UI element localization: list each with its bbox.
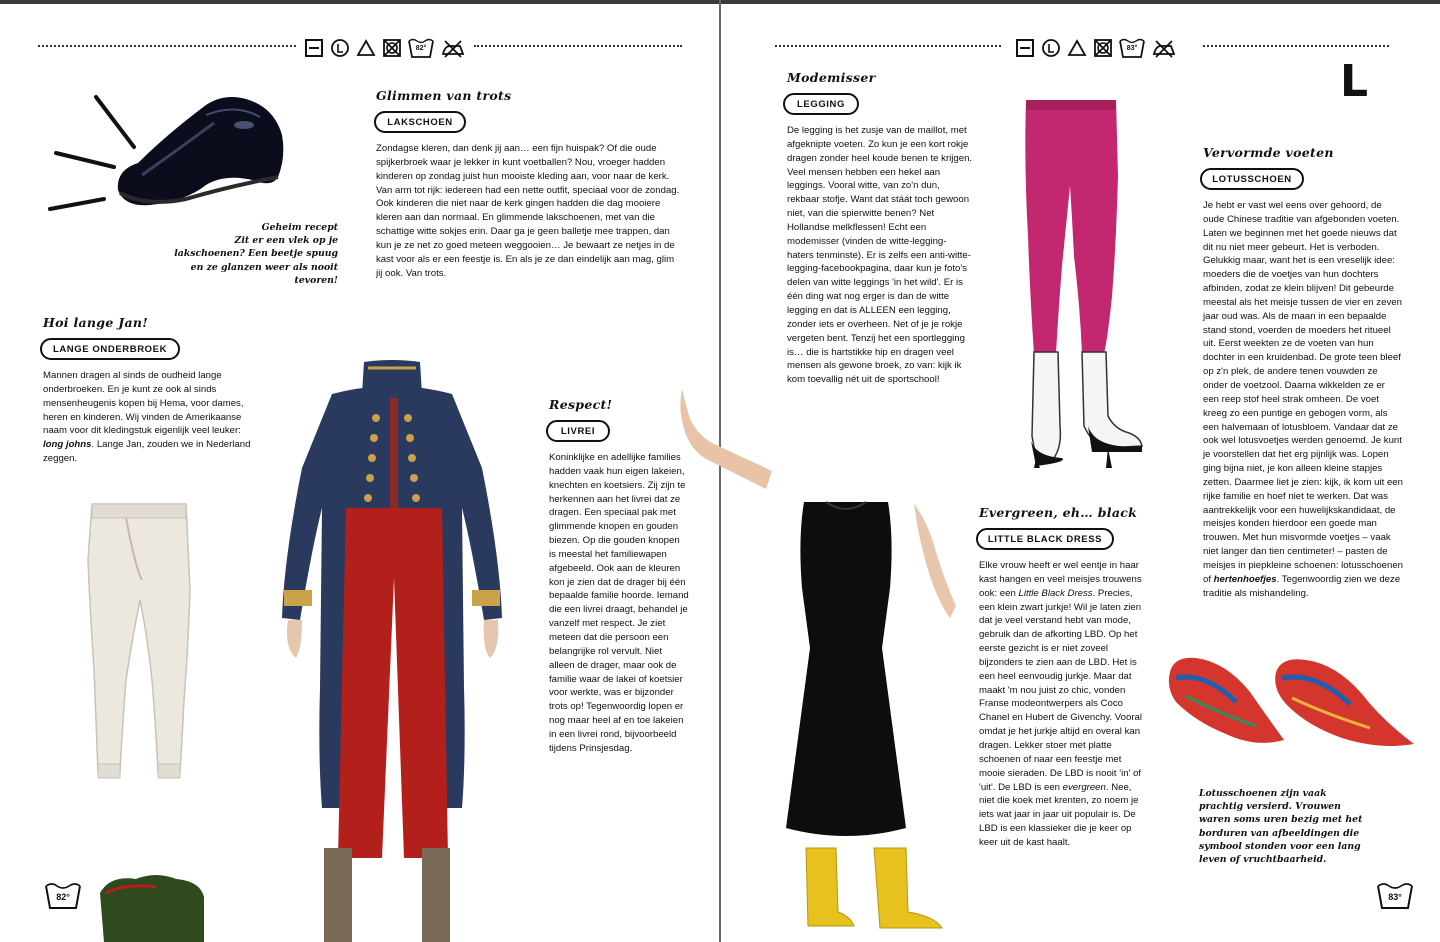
- letter-p-circle-icon: [330, 38, 350, 58]
- page-number-left-value: 82°: [56, 892, 70, 902]
- page-number-left: [44, 880, 82, 910]
- lakschoen-body: Zondagse kleren, dan denk jij aan… een fijn huispak? Of die oude spijkerbroek waar je lekker in kunt voetballen? Nou, vroeger hadden kinderen op zondag juist hun mooiste kleding aan, voor naar de kerk. Van arm tot rijk: iedereen had een nette outfit, speciaal voor de zondag. Ook kinderen die niet naar de kerk gingen hadden die dag mooiere kleren aan dan normaal. En glimmende lakschoenen, met van die schattige witte sokjes erin. Daar ga je geen balletje mee trappen, dan kun je ze net zo goed meteen weggooien… Je bewaart ze netjes in de kast voor als er een feestje is. En als je ze dan eindelijk aan mag, glim jij ook. Van trots.: [376, 143, 680, 279]
- onderbroek-body-em: long johns: [43, 439, 92, 451]
- tumble-dry-square-icon: [1015, 38, 1035, 58]
- lbd-body-em: Little Black Dress: [1018, 587, 1093, 599]
- livrei-heading: Respect!: [549, 397, 613, 412]
- legging-heading: Modemisser: [787, 70, 876, 85]
- lotus-body-text: . Tegenwoordig zien we deze traditie als mishandeling.: [1203, 573, 1401, 599]
- do-not-iron-icon: [1151, 38, 1177, 58]
- yellow-boots-illustration: [804, 846, 946, 934]
- long-johns-illustration: [86, 500, 192, 790]
- page-number-right-value: 83°: [1388, 892, 1402, 902]
- wash-temperature-value: 82°: [415, 45, 427, 52]
- lakschoen-caption: Geheim recept Zit er een vlek op je lakschoenen? Een beetje spuug en ze glanzen weer als nooit tevoren!: [174, 222, 338, 286]
- dotted-rule: [474, 45, 682, 47]
- livrei-illustration: [272, 358, 512, 942]
- lbd-pill: LITTLE BLACK DRESS: [976, 528, 1114, 550]
- legging-illustration: [1022, 96, 1146, 468]
- lbd-body-em: evergreen: [1062, 781, 1106, 793]
- livrei-body: Koninklijke en adellijke families hadden vaak hun eigen lakeien, knechten en koetsiers. Zij zijn te herkennen aan het livrei dat ze dragen. Een speciaal pak met glimmende knopen en gouden biezen. Op die gouden knopen is meestal het familiewapen afgebeeld. Ook aan de kleuren kon je zien dat de drager bij één bepaalde familie hoorde. Iemand die een livrei draagt, behandel je vanzelf met respect. Je ziet meteen dat die persoon een belangrijke rol vervult. Niet alleen de drager, maar ook de familie waar de lakei of koetsier voor werkte, was er bijzonder trots op! Tegenwoordig lopen er nog maar heel af en toe lakeien in een livrei rond, bijvoorbeeld tijdens Prinsjesdag.: [549, 452, 689, 754]
- onderbroek-heading: Hoi lange Jan!: [43, 315, 149, 330]
- do-not-iron-icon: [440, 38, 466, 58]
- arm-illustration: [912, 502, 962, 620]
- lakschoen-illustration: [46, 95, 306, 220]
- care-label-row: [1015, 36, 1177, 60]
- lotus-shoes-illustration: [1166, 652, 1418, 754]
- lotus-heading: Vervormde voeten: [1203, 145, 1334, 160]
- wash-temperature-icon: [1119, 37, 1145, 59]
- lotus-body-em: hertenhoefjes: [1213, 573, 1277, 585]
- do-not-tumble-icon: [1093, 38, 1113, 58]
- legging-pill: LEGGING: [783, 93, 859, 115]
- onderbroek-pill: LANGE ONDERBROEK: [40, 338, 180, 360]
- dotted-rule: [38, 45, 296, 47]
- rainboot-illustration: [96, 873, 206, 942]
- lotus-caption: Lotusschoenen zijn vaak prachtig versierd. Vrouwen waren soms uren bezig met het borduren van afbeeldingen die symbool stonden voor een lang leven of vruchtbaarheid.: [1199, 788, 1363, 866]
- dotted-rule: [1203, 45, 1389, 47]
- lbd-body-text: . Precies, een klein zwart jurkje! Wil je laten zien dat je veel verstand hebt van mode, gebruik dan de afkorting LBD. Op het eerste gezicht is er niet zoveel bijzonders te zien aan de LBD. Het is een heel eenvoudig jurkje. Maar dat maakt 'm nou juist zo chic, vonden Franse modeontwerpers als Coco Chanel en Hubert de Givenchy. Vooral omdat je het jurkje altijd en overal kan dragen. Lekker stoer met platte schoenen of naar een feestje met mooie sieraden. De LBD is nooit 'in' of 'uit'. De LBD is een: [979, 587, 1143, 793]
- tumble-dry-square-icon: [304, 38, 324, 58]
- lakschoen-heading: Glimmen van trots: [376, 88, 512, 103]
- wash-temperature-icon: [408, 37, 434, 59]
- wash-temperature-value: 83°: [1126, 45, 1138, 52]
- do-not-tumble-icon: [382, 38, 402, 58]
- lbd-heading: Evergreen, eh… black: [979, 505, 1138, 520]
- legging-body: De legging is het zusje van de maillot, met afgeknipte voeten. Zo kun je een kort rokje dragen zonder heel koude benen te krijgen. Veel mensen hebben een hekel aan leggings. Vooral witte, van zo'n dun, rekbaar stofje. Want dat stáát toch gewoon niet, van die spierwitte benen? Net Hollandse melkflessen! Echt een modemisser (vinden de witte-legging-haters tenminste). Er is zelfs een anti-witte-legging-facebookpagina, daar kun je foto's delen van witte leggings 'in het wild'. Er is één ding wat nog erger is dan de witte legging en dat is ALLEEN een legging, zonder iets er overheen. Net of je je rokje vergeten bent. Tenzij het een sportlegging is… die is hartstikke hip en dragen veel mensen als gewone broek, zo van: kijk ik kom toevallig nét uit de sportschool!: [787, 125, 973, 386]
- lotus-pill: LOTUSSCHOEN: [1200, 168, 1304, 190]
- lotus-body: [1203, 199, 1403, 600]
- lbd-body: [979, 559, 1149, 850]
- onderbroek-body-end: . Lange Jan, zouden we in Nederland zeggen.: [43, 439, 251, 465]
- lbd-body-text: Elke vrouw heeft er wel eentje in haar kast hangen en veel meisjes trouwens ook: een: [979, 560, 1142, 599]
- letter-p-circle-icon: [1041, 38, 1061, 58]
- dotted-rule: [775, 45, 1001, 47]
- onderbroek-body: [43, 369, 253, 466]
- black-dress-illustration: [786, 498, 906, 838]
- page-number-right: [1376, 880, 1414, 910]
- lakschoen-pill: LAKSCHOEN: [374, 111, 466, 133]
- hand-illustration: [676, 385, 776, 495]
- chapter-letter: L: [1340, 56, 1369, 107]
- bleach-triangle-icon: [1067, 38, 1087, 58]
- care-label-row: [304, 36, 466, 60]
- lotus-body-text: Je hebt er vast wel eens over gehoord, de oude Chinese traditie van afgebonden voeten. Laten we beginnen met het goede nieuws dat dit nu niet meer gebeurt. Het is verboden. Gelukkig maar, want het is een vreselijk idee: moeders die de voetjes van hun dochters afbinden, zodat ze klein blijven! Dit gebeurde meestal als het meisje tussen de vier en zeven jaar oud was. Als de maan in een bepaalde stand stond, voerden de moeders het ritueel uit. Eerst weekten ze de voeten van hun dochter in een kruidenbad. De grote teen bleef op z'n plek, de andere tenen vouwden ze onder de voetzool. Daarna wikkelden ze er een reep stof heel strak omheen. De voet kreeg zo een puntige en gebogen vorm, als een halvemaan of lotusbloem. Vandaar dat ze ook wel lotusvoetjes werden genoemd. Je kunt je voorstellen dat het erg pijnlijk was. Lopen ging bijna niet, je kon alleen kleine stapjes zetten. Daarmee liet je zien: kijk, ik kom uit een rijke familie en hoef niet te werken. Dat was aantrekkelijk voor een huwelijkskandidaat, de meisjes konden hierdoor een goede man trouwen. Met hun misvormde voetjes – vaak niet langer dan tien centimeter! – pasten de meisjes in piepkleine schoenen: lotusschoenen of: [1203, 200, 1403, 585]
- lbd-body-text: . Nee, niet die koek met krenten, zo noem je iets wat jaar in jaar uit populair is. De LBD is een klassieker die je keer op keer uit de kast haalt.: [979, 781, 1139, 848]
- bleach-triangle-icon: [356, 38, 376, 58]
- onderbroek-body-text: Mannen dragen al sinds de oudheid lange onderbroeken. En je kunt ze ook al sinds mensenheugenis kopen bij Hema, voor dames, heren en kinderen. Wij vinden de Amerikaanse naam voor dit kledingstuk eigenlijk veel leuker:: [43, 370, 244, 437]
- livrei-pill: LIVREI: [546, 420, 610, 442]
